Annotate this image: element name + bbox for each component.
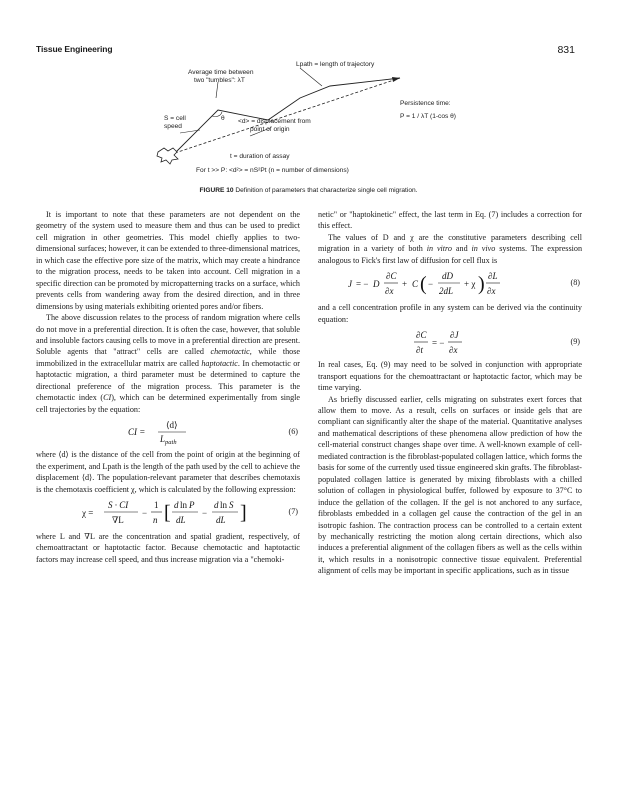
left-paragraph-1: It is important to note that these parameters are not dependent on the geometry of the system used to measure them and thus can be used to predict cell migration in other geometries. This model chiefly applies to two-dimensional surfaces; however, it can be extended to three-dimensional matrices, in which case the effective pore size of the matrix, which may create a hindrance to the migration process, needs to be taken into account. Cell migration in a specific direction can be promoted by micropatterning tracks on a surface, which prevents cells from wandering away from the desired direction, and in three dimensions by using materials exhibiting oriented pores and/or fibers. [36,210,300,311]
svg-text:dL: dL [176,514,186,525]
equation-9 [318,327,582,357]
svg-text:−: − [428,279,434,290]
equation-7-number: (7) [288,506,298,516]
svg-text:= −: = − [432,338,445,349]
svg-text:∂L: ∂L [488,271,498,282]
left-column [36,209,300,565]
term-in-vivo: in vivo [471,244,496,254]
svg-text:⟨d⟩: ⟨d⟩ [166,420,178,431]
label-formula: For t >> P: <d²> = nS²Pt (n = number of dimensions) [196,167,349,174]
svg-text:∂x: ∂x [449,345,458,356]
svg-text:[: [ [164,501,171,524]
svg-text:n: n [153,514,158,525]
label-persistence: Persistence time: [400,100,451,107]
caption-label: FIGURE 10 [199,187,234,194]
svg-text:): ) [478,273,485,296]
label-tumbles: two "tumbles": λT [194,77,245,84]
svg-text:∂C: ∂C [386,271,397,282]
svg-text:+ χ: + χ [464,279,476,290]
left-paragraph-3: where ⟨d⟩ is the distance of the cell from the point of origin at the beginning of the experiment, and Lpath is the length of the path used by the cell to achieve the displacement ⟨d⟩. The population-relevant parameter that describes chemotaxis is the chemotaxis coefficient χ, which is calculated by the following expression: [36,450,300,494]
svg-text:C: C [412,279,419,290]
label-lpath: Lpath = length of trajectory [296,61,375,68]
svg-text:S · CI: S · CI [108,499,129,510]
term-haptotactic: haptotactic [201,358,238,368]
label-displacement: <d> = displacement from [238,118,311,125]
svg-text:+: + [402,279,408,290]
right-paragraph-3: and a cell concentration profile in any system can be derived via the continuity equation: [318,303,582,324]
svg-text:−: − [142,507,148,518]
figure-10-diagram [100,58,540,193]
right-column [318,209,582,577]
svg-text:∂x: ∂x [487,286,496,297]
label-duration: t = duration of assay [230,153,290,160]
label-avg-time: Average time between [188,69,254,76]
right-paragraph-5: As briefly discussed earlier, cells migrating on substrates exert forces that allow them to move. As a result, cells on surfaces or inside gels that are compliant can significantly alter the shape of the material. Quantitative analyses and mathematical descriptions of these phenomena allow prediction of how the cell-material construct changes shape over time. A well-known example of cell-mediated contraction is the fibroblast-populated collagen lattice, which forms the basis for some of the currently used tissue engineered skin grafts. The fibroblast-populated collagen lattice is generated by mixing fibroblasts with a chilled solution of collagen in physiological buffer, followed by exposure to 37°C to induce the gellation of the collagen. If the gel is not anchored to any surface, fibroblasts embedded in a collagen gel cause the contraction of the gel in an isotropic fashion. The contraction process can be controlled to a certain extent by mechanically restricting the motion along certain directions, which also induces a preferential alignment of the collagen fibers as well as the cells within it, which results in a nonisotropic connective tissue equivalent. Preferential alignment of cells may be important in specific applications, such as in tissue [318,394,582,576]
svg-text:1: 1 [154,499,159,510]
cell-icon [157,148,178,164]
term-in-vitro: in vitro [426,244,452,254]
left-paragraph-2: The above discussion relates to the process of random migration where cells do not move in a preferential direction. It is often the case, however, that soluble and insoluble factors causing cells to move in a preferential direction are present. Soluble agents that "attract" cells are called chemotactic, while those immobilized in the extracellular matrix are called haptotactic. In chemotactic or haptotactic migration, a third parameter must be determined to capture the directional preference of the migration process. This parameter is the chemotactic index (CI), which can be determined experimentally from single cell trajectories by the equation: [36,313,301,414]
equation-6 [36,417,300,447]
equation-6-number: (6) [288,427,298,437]
svg-text:Lpath: $L_{path}$ [160,434,177,447]
svg-text:∂C: ∂C [416,330,427,341]
svg-text:]: ] [240,501,247,524]
page-number: 831 [557,44,575,56]
svg-text:∇L: ∇L [112,514,124,525]
equation-9-number: (9) [570,337,580,347]
equation-8-number: (8) [570,278,580,288]
lpath-pointer [300,68,322,86]
svg-text:−: − [202,507,208,518]
svg-text:∂J: ∂J [450,330,459,341]
equation-7 [36,497,300,529]
svg-text:d: d [174,499,179,510]
svg-text:2dL: 2dL [439,286,454,297]
svg-text:CI =: CI = [128,427,146,438]
svg-text:ln: ln [220,499,228,510]
right-paragraph-1: netic" or "haptokinetic" effect, the last term in Eq. (7) includes a correction for this effect. [318,210,582,231]
equation-6-body [36,417,276,447]
svg-text:P: P [189,499,195,510]
caption-text: Definition of parameters that characterize single cell migration. [235,187,418,194]
svg-text:ln: ln [180,499,188,510]
label-s-cell: S = cell [164,115,186,122]
term-ci: CI [103,393,112,403]
svg-text:dD: dD [442,271,453,282]
equation-8-body [318,268,558,300]
svg-text:D: D [373,279,380,290]
svg-text:d: d [214,499,219,510]
svg-text:S: S [229,499,234,510]
figure-caption [0,187,617,194]
label-speed: speed [164,123,182,130]
equation-9-body [318,327,558,357]
tumble-pointer [216,82,218,98]
svg-text:χ =: χ = [82,507,94,518]
label-theta: θ [221,115,225,122]
svg-text:= −: = − [356,279,369,290]
svg-text:∂t: ∂t [416,345,423,356]
svg-text:J: J [348,279,352,290]
equation-7-body [36,497,276,529]
term-chemotactic: chemotactic [210,347,250,357]
label-origin: point of origin [250,126,290,133]
svg-text:(: ( [420,273,427,296]
running-head-journal: Tissue Engineering [36,44,113,54]
svg-text:∂x: ∂x [385,286,394,297]
displacement-line [175,78,400,153]
left-paragraph-4: where L and ∇L are the concentration and spatial gradient, respectively, of chemoattractant or haptotactic factor. Because chemotactic and haptotactic factors may increase cell speed, and thus increase migration via a "chemoki- [36,531,300,564]
right-paragraph-2: The values of D and χ are the constitutive parameters describing cell migration in a variety of both in vitro and in vivo systems. The expression analogous to Fick's first law of diffusion for cell flux is [318,232,583,265]
label-p-equation: P = 1 / λT (1-cos θ) [400,113,457,120]
right-paragraph-4: In real cases, Eq. (9) may need to be solved in conjunction with appropriate transport equations for the chemoattractant or haptotactic factor, which may be time varying. [318,360,582,393]
equation-8 [318,268,582,300]
svg-text:dL: dL [216,514,226,525]
